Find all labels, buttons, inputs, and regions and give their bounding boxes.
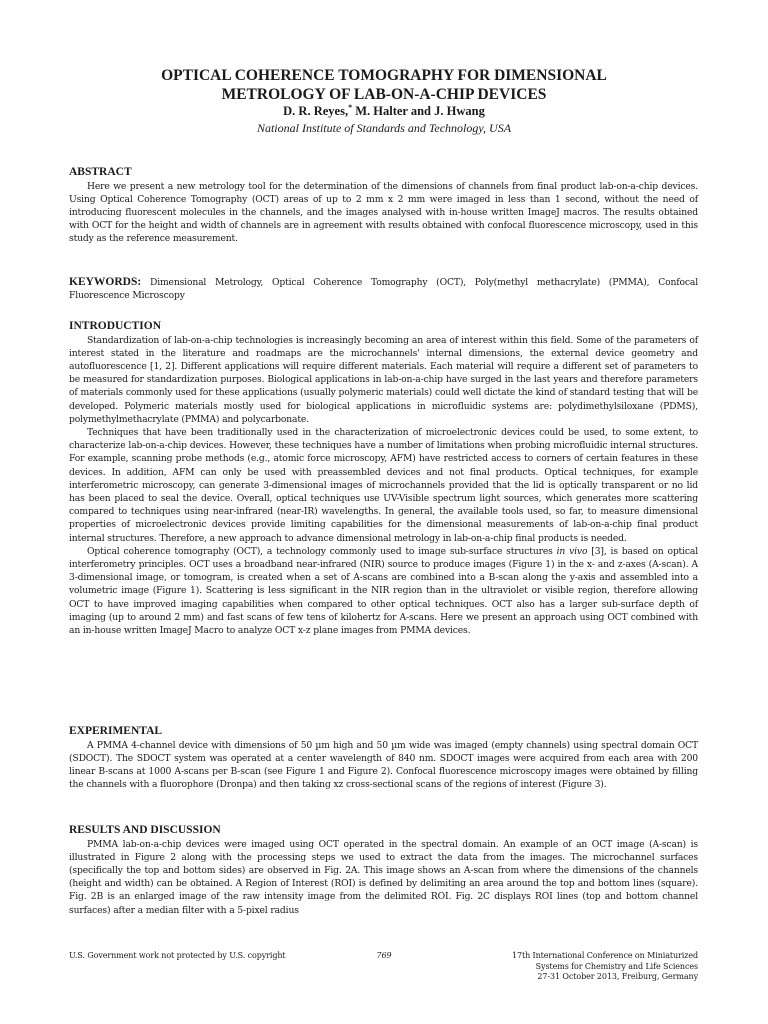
title-line-1: OPTICAL COHERENCE TOMOGRAPHY FOR DIMENSIONAL bbox=[161, 67, 607, 84]
introduction-paragraph-2: Techniques that have been traditionally used in the characterization of microelectronic devices could be used, to some extent, to characterize lab-on-a-chip devices. However, these techniques have a number of limitations when probing microfluidic internal structures. For example, scanning probe methods (e.g., atomic force microscopy, AFM) have restricted access to corners of certain features in these devices. In addition, AFM can only be used with preassembled devices and not final products. Optical techniques, for example interferometric microscopy, can generate 3-dimensional images of microchannels provided that the lid is optically transparent or no lid has been placed to seal the device. Overall, optical techniques use UV-Visible spectrum light sources, which generates more scattering compared to techniques using near-infrared (near-IR) wavelengths. In general, the available tools used, so far, to measure dimensional properties of microelectronic devices provide limiting capabilities for the dimensional measurements of lab-on-a-chip final product internal structures. Therefore, a new approach to advance dimensional metrology in lab-on-a-chip final products is needed. bbox=[69, 426, 698, 544]
abstract-section bbox=[69, 166, 698, 246]
abstract-text: Here we present a new metrology tool for the determination of the dimensions of channels from final product lab-on-a-chip devices. Using Optical Coherence Tomography (OCT) areas of up to 2 mm x 2 mm were imaged in less than 1 second, without the need of introducing fluorescent molecules in the channels, and the images analysed with in-house written ImageJ macros. The results obtained with OCT for the height and width of channels are in agreement with results obtained with confocal fluorescence microscopy, used in this study as the reference measurement. bbox=[69, 180, 698, 245]
keywords-paragraph bbox=[69, 276, 698, 302]
abstract-heading: ABSTRACT bbox=[69, 166, 132, 178]
page-number: 769 bbox=[376, 951, 392, 960]
copyright-notice: U.S. Government work not protected by U.S. copyright bbox=[69, 951, 286, 960]
experimental-section bbox=[69, 725, 698, 791]
conference-info bbox=[470, 951, 698, 983]
experimental-text: A PMMA 4-channel device with dimensions of 50 µm high and 50 µm wide was imaged (empty channels) using spectral domain OCT (SDOCT). The SDOCT system was operated at a center wavelength of 840 nm. SDOCT images were acquired from each area with 200 linear B-scans at 1000 A-scans per B-scan (see Figure 1 and Figure 2). Confocal fluorescence microscopy images were obtained by filling the channels with a fluorophore (Dronpa) and then taking xz cross-sectional scans of the regions of interest (Figure 3). bbox=[69, 739, 698, 791]
introduction-heading: INTRODUCTION bbox=[69, 320, 162, 332]
keywords-label: KEYWORDS: bbox=[69, 276, 142, 288]
affiliation: National Institute of Standards and Technology, USA bbox=[256, 121, 512, 135]
title-line-2: METROLOGY OF LAB-ON-A-CHIP DEVICES bbox=[221, 86, 547, 103]
corresponding-author-mark: * bbox=[348, 103, 353, 112]
results-text: PMMA lab-on-a-chip devices were imaged using OCT operated in the spectral domain. An example of an OCT image (A-scan) is illustrated in Figure 2 along with the processing steps we used to extract the data from the images. The microchannel surfaces (specifically the top and bottom sides) are observed in Fig. 2A. This image shows an A-scan from where the dimensions of the channels (height and width) can be obtained. A Region of Interest (ROI) is defined by delimiting an area around the top and bottom lines (square). Fig. 2B is an enlarged image of the raw intensity image from the delimited ROI. Fig. 2C displays ROI lines (top and bottom channel surfaces) after a median filter with a 5-pixel radius bbox=[69, 838, 698, 916]
keywords-section bbox=[69, 276, 698, 302]
experimental-heading: EXPERIMENTAL bbox=[69, 725, 163, 737]
introduction-p3-part-b: [3], is based on optical interferometry principles. OCT uses a broadband near-infrared (NIR) source to produce images (Figure 1) in the x- and z-axes (A-scan). A 3-dimensional image, or tomogram, is created when a set of A-scans are combined into a B-scan along the y-axis and assembled into a volumetric image (Figure 1). Scattering is less significant in the NIR region than in the ultraviolet or visible region, therefore allowing OCT to have improved imaging capabilities when compared to other optical techniques. OCT also has a larger sub-surface depth of imaging (up to around 2 mm) and fast scans of few tens of kilohertz for A-scans. Here we present an approach using OCT combined with an in-house written ImageJ Macro to analyze OCT x-z plane images from PMMA devices. bbox=[69, 545, 698, 636]
introduction-paragraph-1: Standardization of lab-on-a-chip technologies is increasingly becoming an area of interest within this field. Some of the parameters of interest stated in the literature and roadmaps are the microchannels' internal dimensions, the external device geometry and autofluorescence [1, 2]. Different applications will require different materials. Each material will require a different set of parameters to be measured for standardization purposes. Biological applications in lab-on-a-chip have surged in the last years and therefore parameters of materials commonly used for these applications (usually polymeric materials) could well dictate the kind of standard testing that will be developed. Polymeric materials mostly used for biological applications in microfluidic systems are: polydimethylsiloxane (PDMS), polymethylmethacrylate (PMMA) and polycarbonate. bbox=[69, 334, 698, 425]
results-heading: RESULTS AND DISCUSSION bbox=[69, 824, 221, 836]
conference-line-1: 17th International Conference on Miniaturized bbox=[511, 951, 698, 960]
keywords-text: Dimensional Metrology, Optical Coherence Tomography (OCT), Poly(methyl methacrylate) (PMMA), Confocal Fluorescence Microscopy bbox=[69, 277, 698, 302]
introduction-p3-part-a: Optical coherence tomography (OCT), a technology commonly used to image sub-surface structures bbox=[87, 545, 557, 557]
results-section bbox=[69, 824, 698, 917]
conference-line-3: 27-31 October 2013, Freiburg, Germany bbox=[537, 972, 698, 981]
paper-title bbox=[60, 66, 708, 104]
introduction-section bbox=[69, 320, 698, 637]
conference-line-2: Systems for Chemistry and Life Sciences bbox=[535, 961, 698, 971]
author-list bbox=[60, 104, 708, 119]
author-others: M. Halter and J. Hwang bbox=[352, 104, 485, 118]
author-first: D. R. Reyes, bbox=[283, 104, 349, 118]
introduction-paragraph-3 bbox=[69, 545, 698, 637]
introduction-p3-emphasis: in vivo bbox=[556, 545, 588, 557]
